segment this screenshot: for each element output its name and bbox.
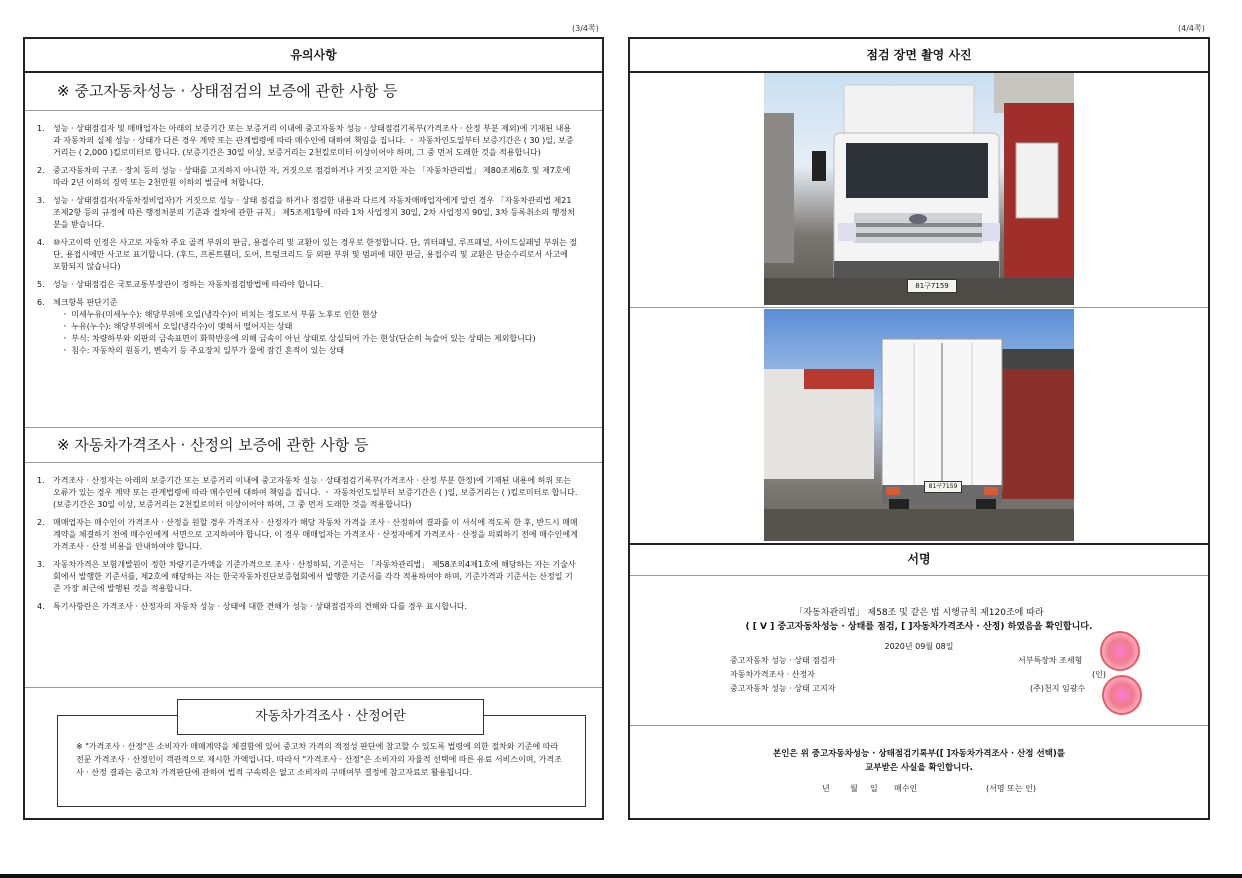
signature-header: 서명 [630,544,1208,576]
front-truck-image [764,73,1074,305]
item-text: 중고자동차의 구조 · 장치 등의 성능 · 상태를 고지하지 아니한 자, 거짓으로 점검하거나 거짓 고지한 자는 「자동차관리법」 제80조제6호 및 제7호에 따라 2년 이하의 징역 또는 2천만원 이하의 벌금에 처합니다. [53,166,571,187]
photos-header: 점검 장면 촬영 사진 [630,39,1208,73]
list-item [37,123,578,159]
item-number: 1. [37,124,45,133]
sig-row-2-label: 자동차가격조사 · 산정자 [730,670,815,679]
item-text: 체크항목 판단기준 [53,298,118,307]
sig-row-1-label: 중고자동차 성능 · 상태 점검자 [730,656,836,665]
page-number-left: (3/4쪽) [572,24,599,33]
buyer-year: 년 [822,784,830,793]
item-text: ⑩사고이력 인정은 사고로 자동차 주요 골격 부위의 판금, 용접수리 및 교환이 있는 경우로 한정합니다. 단, 쿼터패널, 루프패널, 사이드실패널 부위는 절단, 용접시에만 사고로 표기합니다. (후드, 프론트휀더, 도어, 트렁크리드 등 외판 부위 및 범퍼에 대한 판금, 용접수리 및 교환은 단순수리로서 사고에 포함되지 않습니다) [53,238,578,271]
item-number: 2. [37,518,45,527]
item-number: 3. [37,196,45,205]
sig-row-2-mark: (인) [1092,670,1106,679]
buyer-month: 월 [850,784,858,793]
sig-row-1-name: 서부특장차 조세형 [1018,656,1083,665]
item-text: 가격조사 · 산정자는 아래의 보증기간 또는 보증거리 이내에 중고자동차 성능 · 상태점검기록부(가격조사 · 산정 부분 한정)에 기재된 내용에 허위 또는 오류가 있는 경우 계약 또는 관계법령에 따라 매수인에 대하여 책임을 집니다. ㆍ 자동차인도일부터 보증기간은 ( )일, 보증거리는 ( )킬로미터로 합니다. (보증기간은 30일 이상, 보증거리는 2천킬로미터 이상이어야 하며, 그 중 먼저 도래한 것을 적용합니다) [53,476,578,509]
list-item [37,279,578,291]
confirm-line-1: 본인은 위 중고자동차성능 · 상태점검기록부([ ]자동차가격조사 · 산정 선택)를 [772,749,1065,759]
front-plate: 81구7159 [907,279,957,293]
law-line-2: ( [ V ] 중고자동차성능 · 상태를 점검, [ ]자동차가격조사 · 산정) 하였음을 확인합니다. [745,622,1093,632]
notice-page [23,37,604,820]
item-number: 5. [37,280,45,289]
item-text: 성능 · 상태점검은 국토교통부장관이 정하는 자동차점검방법에 따라야 합니다. [53,280,324,289]
list-item [37,559,578,595]
item-number: 2. [37,166,45,175]
inspector-seal [1100,631,1140,671]
item-subpoint: ㆍ 부식: 차량하부와 외판의 금속표면이 화학반응에 의해 금속이 아닌 상태로 상실되어 가는 현상(단순히 녹슬어 있는 상태는 제외합니다) [61,334,536,343]
list-item [37,195,578,231]
list-item [37,601,578,613]
sig-row-3-name: (주)천지 임광수 [1030,684,1086,693]
rear-photo [764,309,1074,541]
list-item [37,517,578,553]
item-text: 특기사항란은 가격조사 · 산정자의 자동차 성능 · 상태에 대한 견해가 성능 · 상태점검자의 견해와 다를 경우 표시합니다. [53,602,468,611]
item-number: 6. [37,298,45,307]
item-subpoint: ㆍ 누유(누수): 해당부위에서 오일(냉각수)이 맺혀서 떨어지는 상태 [61,322,293,331]
bottom-border [0,874,1242,878]
list-item [37,237,578,273]
item-number: 3. [37,560,45,569]
section2-list [37,475,578,619]
section1-title: ※ 중고자동차성능 · 상태점검의 보증에 관한 사항 등 [25,73,602,111]
front-photo [764,73,1074,305]
list-item [37,475,578,511]
notice-header: 유의사항 [25,39,602,73]
section2-title: ※ 자동차가격조사 · 산정의 보증에 관한 사항 등 [25,427,602,463]
notifier-seal [1102,675,1142,715]
buyer-label: 매수인 [894,784,918,793]
disclaimer-text: ※ "가격조사 · 산정"은 소비자가 매매계약을 체결함에 있어 중고차 가격의 적정성 판단에 참고할 수 있도록 법령에 의한 절차와 기준에 따라 전문 가격조사 · 산정인이 객관적으로 제시한 가액입니다. 따라서 "가격조사 · 산정"은 소비자의 자율적 선택에 따른 유료 서비스이며, 가격조사 · 산정 결과는 중고차 가격판단에 관하여 법적 구속력은 없고 소비자의 구매여부 결정에 참고자료로 활용됩니다. [76,742,562,777]
list-item [37,297,578,357]
sign-date: 2020년 09월 08일 [884,642,954,651]
page-number-right: (4/4쪽) [1178,24,1205,33]
photos-page [628,37,1210,820]
list-item [37,165,578,189]
item-text: 성능 · 상태점검자(자동차정비업자)가 거짓으로 성능 · 상태 점검을 하거나 점검한 내용과 다르게 자동차매매업자에게 알린 경우 「자동차관리법 제21조제2항 등의 규정에 따른 행정처분의 기준과 절차에 관한 규칙」 제5조제1항에 따라 1차 사업정지 30일, 2차 사업정지 90일, 3차 등록취소의 행정처분을 받습니다. [53,196,575,229]
law-line-1: 「자동차관리법」 제58조 및 같은 법 시행규칙 제120조에 따라 [794,608,1044,618]
item-subpoint: ㆍ 미세누유(미세누수): 해당부위에 오일(냉각수)이 비치는 정도로서 부품 노후로 인한 현상 [61,310,378,319]
divider [630,307,1208,308]
disclaimer-title: 자동차가격조사 · 산정어란 [177,699,484,735]
item-number: 1. [37,476,45,485]
buyer-sign-placeholder: (서명 또는 인) [986,784,1036,793]
item-text: 자동차가격은 보험개발원이 정한 차량기준가액을 기준가격으로 조사 · 산정하되, 기준서는 「자동차관리법」 제58조의4제1호에 해당하는 자는 기술사회에서 발행한 기준서를, 제2호에 해당하는 자는 한국자동차진단보증협회에서 발행한 기준서를 각각 적용하여야 하며, 기준가격과 기준서는 산정일 기준 가장 최근에 발행된 것을 적용합니다. [53,560,576,593]
item-number: 4. [37,602,45,611]
item-text: 매매업자는 매수인이 가격조사 · 산정을 원할 경우 가격조사 · 산정자가 해당 자동차 가격을 조사 · 산정하여 결과를 이 서식에 적도록 한 후, 반드시 매매계약을 체결하기 전에 매수인에게 서면으로 고지하여야 합니다. 이 경우 매매업자는 가격조사 · 산정자에게 가격조사 · 산정을 의뢰하기 전에 매수인에게 가격조사 · 산정 비용을 안내하여야 합니다. [53,518,578,551]
sig-row-3-label: 중고자동차 성능 · 상태 고지자 [730,684,836,693]
rear-plate: 81구7159 [924,481,962,493]
item-subpoint: ㆍ 침수: 자동차의 원동기, 변속기 등 주요장치 일부가 물에 잠긴 흔적이 있는 상태 [61,346,345,355]
confirm-line-2: 교부받은 사실을 확인합니다. [865,763,973,773]
divider [25,687,602,688]
divider [630,725,1208,726]
item-text: 성능 · 상태점검자 및 매매업자는 아래의 보증기간 또는 보증거리 이내에 중고자동차 성능 · 상태점검기록부(가격조사 · 산정 부분 제외)에 기재된 내용과 자동차의 실제 성능 · 상태가 다른 경우 계약 또는 관계법령에 따라 매수인에 대하여 책임을 집니다. ㆍ 자동차인도일부터 보증기간은 ( 30 )일, 보증거리는 ( 2,000 )킬로미터로 합니다. (보증기간은 30일 이상, 보증거리는 2천킬로미터 이상이어야 하며, 그 중 먼저 도래한 것을 적용합니다) [53,124,574,157]
section1-list [37,123,578,363]
rear-truck-image [764,309,1074,541]
buyer-day: 일 [870,784,878,793]
item-number: 4. [37,238,45,247]
